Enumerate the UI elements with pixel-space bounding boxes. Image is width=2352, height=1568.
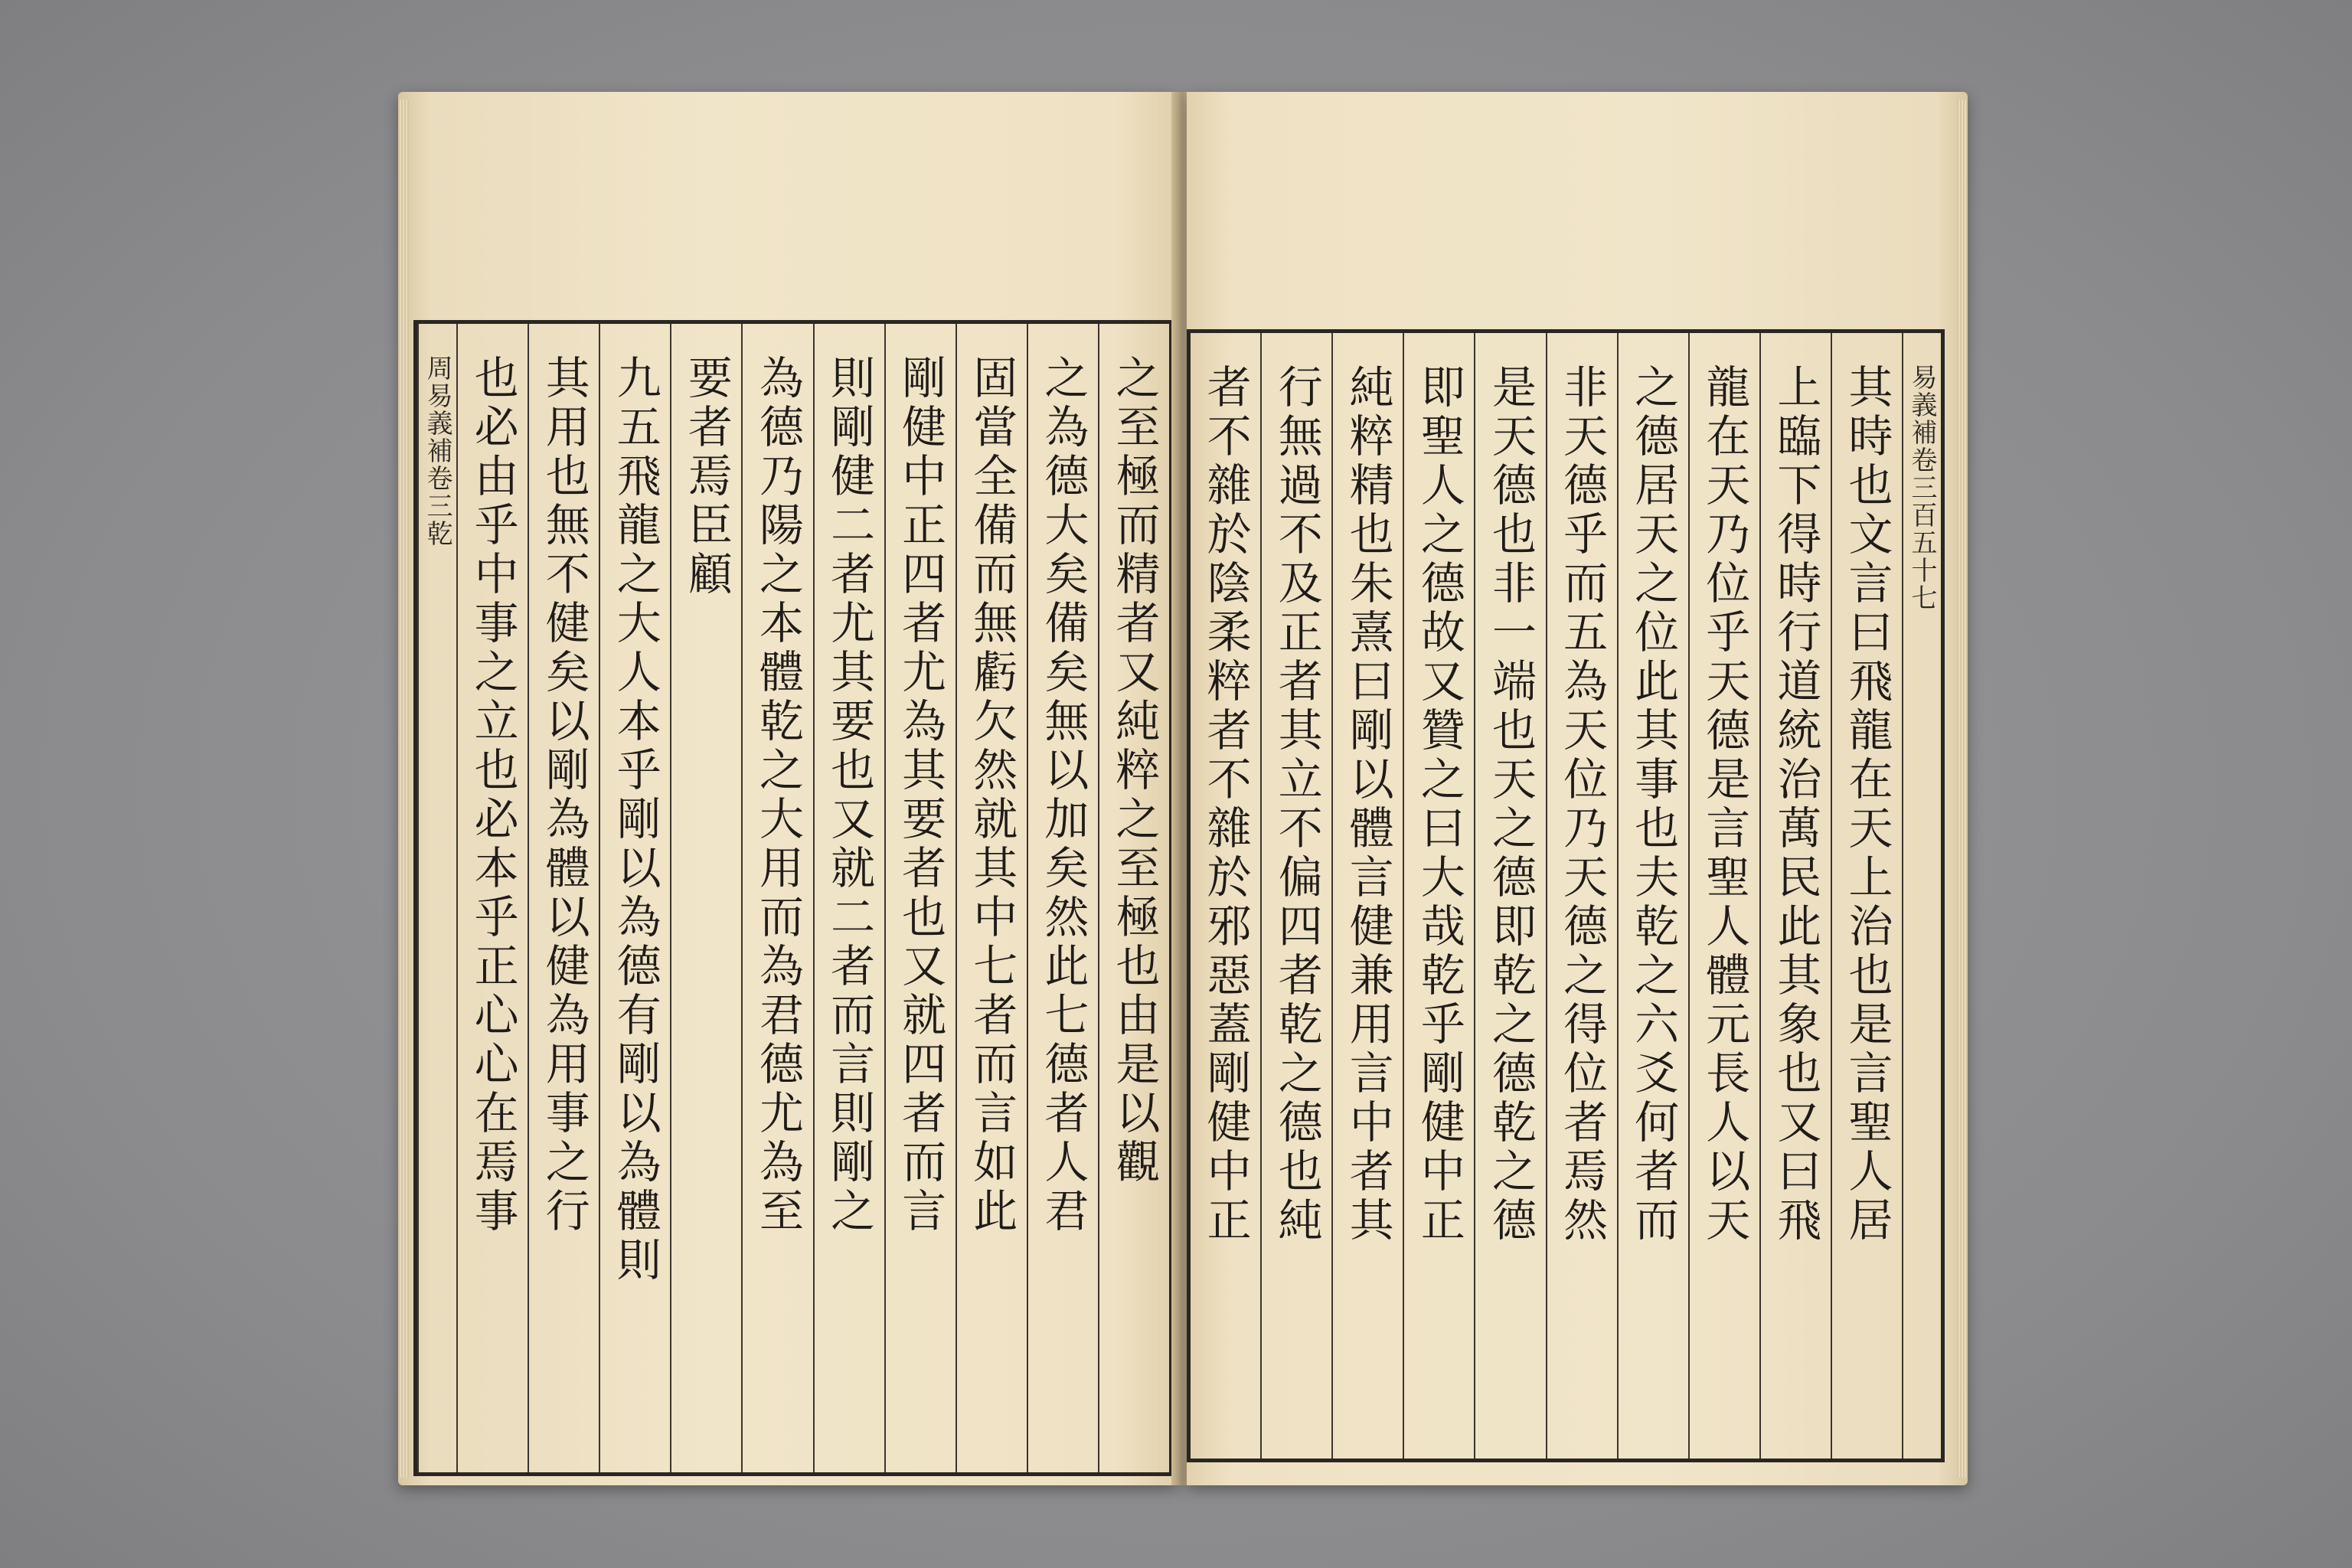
left-page-banxin: 周易義補卷三乾 bbox=[417, 324, 456, 1472]
right-page bbox=[1187, 92, 1968, 1485]
text-column: 行無過不及正者其立不偏四者乾之德也純 bbox=[1260, 333, 1331, 1459]
right-page-banxin: 易義補卷三百五十七 bbox=[1902, 333, 1941, 1459]
text-column: 也必由乎中事之立也必本乎正心心在焉事 bbox=[456, 324, 528, 1472]
text-column: 之為德大矣備矣無以加矣然此七德者人君 bbox=[1027, 324, 1098, 1472]
left-text-frame bbox=[413, 320, 1173, 1476]
text-column: 之至極而精者又純粹之至極也由是以觀 bbox=[1098, 324, 1169, 1472]
text-column: 則剛健二者尤其要也又就二者而言則剛之 bbox=[813, 324, 884, 1472]
text-column: 其用也無不健矣以剛為體以健為用事之行 bbox=[528, 324, 599, 1472]
text-column: 龍在天乃位乎天德是言聖人體元長人以天 bbox=[1688, 333, 1759, 1459]
text-column: 是天德也非一端也天之德即乾之德乾之德 bbox=[1474, 333, 1545, 1459]
text-column: 之德居天之位此其事也夫乾之六爻何者而 bbox=[1617, 333, 1688, 1459]
text-column: 為德乃陽之本體乾之大用而為君德尤為至 bbox=[741, 324, 812, 1472]
text-column: 即聖人之德故又贊之曰大哉乾乎剛健中正 bbox=[1403, 333, 1474, 1459]
text-column: 固當全備而無虧欠然就其中七者而言如此 bbox=[956, 324, 1027, 1472]
text-column: 純粹精也朱熹曰剛以體言健兼用言中者其 bbox=[1331, 333, 1403, 1459]
page-edge-left bbox=[398, 100, 409, 1478]
open-book bbox=[398, 92, 1968, 1485]
text-column: 九五飛龍之大人本乎剛以為德有剛以為體則 bbox=[599, 324, 670, 1472]
text-column: 要者焉臣顧 bbox=[670, 324, 741, 1472]
left-page bbox=[398, 92, 1178, 1485]
right-text-frame bbox=[1187, 329, 1945, 1462]
text-column: 其時也文言曰飛龍在天上治也是言聖人居 bbox=[1831, 333, 1902, 1459]
text-column: 者不雜於陰柔粹者不雜於邪惡蓋剛健中正 bbox=[1199, 364, 1252, 1246]
text-column: 剛健中正四者尤為其要者也又就四者而言 bbox=[884, 324, 956, 1472]
text-column: 非天德乎而五為天位乃天德之得位者焉然 bbox=[1546, 333, 1617, 1459]
page-edge-right bbox=[1957, 100, 1968, 1478]
text-column: 上臨下得時行道統治萬民此其象也又曰飛 bbox=[1759, 333, 1831, 1459]
